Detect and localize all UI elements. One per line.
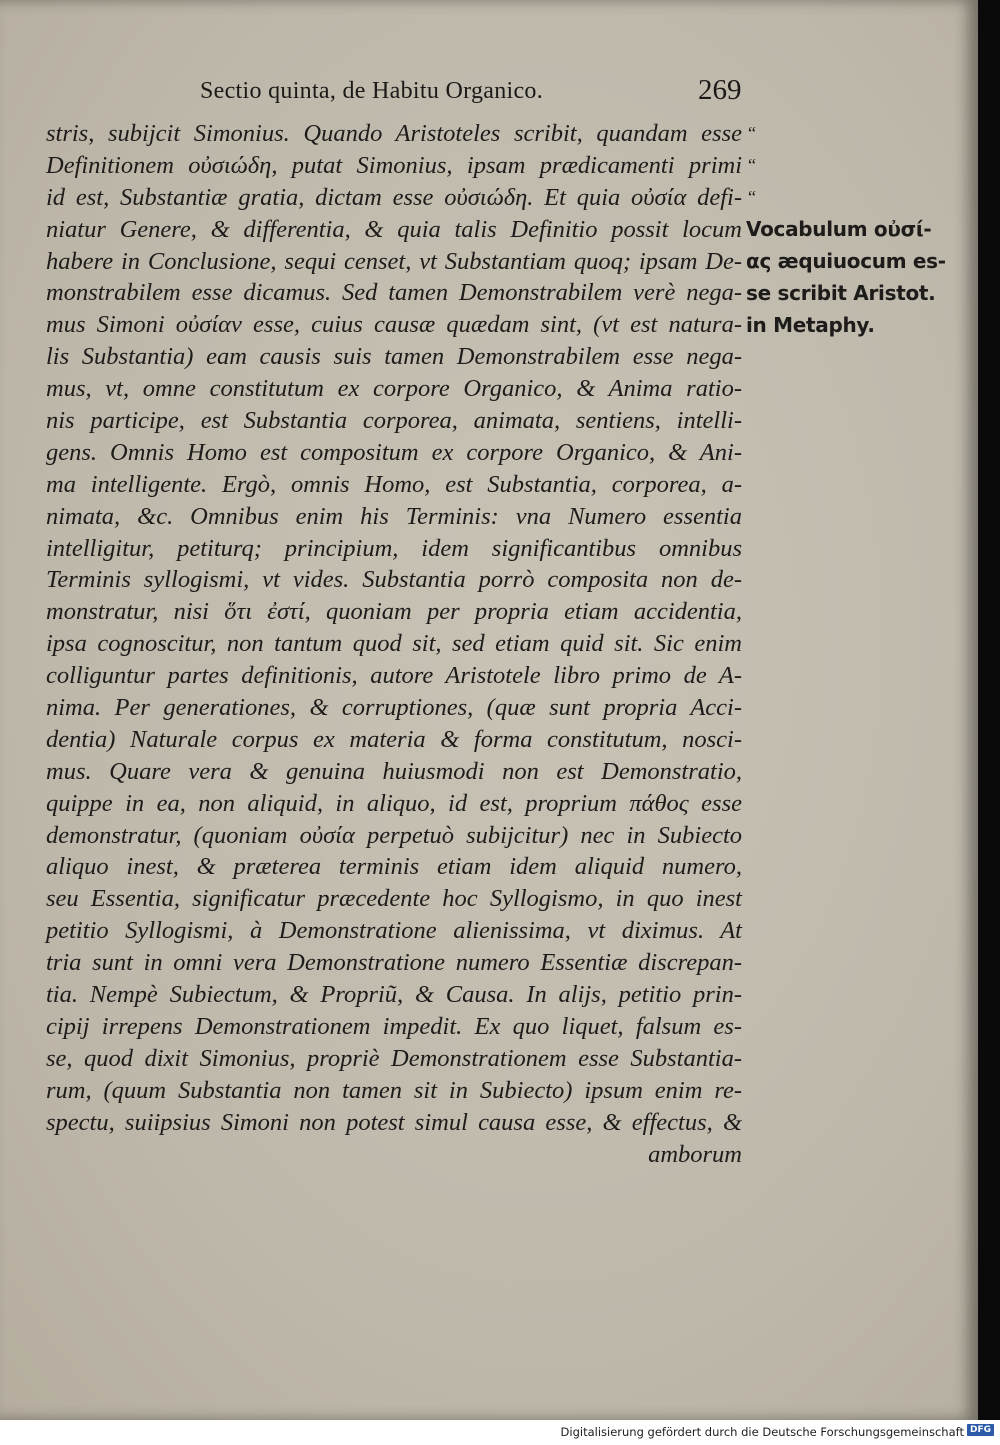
quote-mark: “ xyxy=(748,123,756,143)
text-line: mus, vt, omne constitutum ex corpore Organico, & Anima ratio- xyxy=(46,375,742,403)
text-line: mus. Quare vera & genuina huiusmodi non est Demonstratio, xyxy=(46,757,742,785)
body-text xyxy=(46,118,742,1170)
text-line: quippe in ea, non aliquid, in aliquo, id est, proprium πάθος esse xyxy=(46,789,742,817)
text-line: tia. Nempè Subiectum, & Propriũ, & Causa. In alijs, petitio prin- xyxy=(46,981,742,1009)
text-line: lis Substantia) eam causis suis tamen Demonstrabilem esse nega- xyxy=(46,343,742,371)
text-line: nis participe, est Substantia corporea, animata, sentiens, intelli- xyxy=(46,407,742,435)
margin-note-line: se scribit Aristot. xyxy=(746,280,936,305)
text-line: Terminis syllogismi, vt vides. Substantia porrò composita non de- xyxy=(46,566,742,594)
dfg-logo: DFG xyxy=(967,1424,994,1436)
catchword: amborum xyxy=(648,1140,742,1168)
margin-note-line: in Metaphy. xyxy=(746,312,875,337)
text-line: colliguntur partes definitionis, autore Aristotele libro primo de A- xyxy=(46,662,742,690)
text-line: demonstratur, (quoniam οὐσία perpetuò subijcitur) nec in Subiecto xyxy=(46,821,742,849)
digitization-credit: Digitalisierung gefördert durch die Deutsche Forschungsgemeinschaft xyxy=(560,1425,964,1439)
text-line: spectu, suiipsius Simoni non potest simul causa esse, & effectus, & xyxy=(46,1108,742,1136)
text-line: cipij irrepens Demonstrationem impedit. Ex quo liquet, falsum es- xyxy=(46,1012,742,1040)
text-line: ipsa cognoscitur, non tantum quod sit, sed etiam quid sit. Sic enim xyxy=(46,630,742,658)
text-line: ma intelligente. Ergò, omnis Homo, est Substantia, corporea, a- xyxy=(46,470,742,498)
text-line: petitio Syllogismi, à Demonstratione alienissima, vt diximus. At xyxy=(46,917,742,945)
text-line: rum, (quum Substantia non tamen sit in Subiecto) ipsum enim re- xyxy=(46,1076,742,1104)
text-line: Definitionem οὐσιώδη, putat Simonius, ipsam prædicamenti primi xyxy=(46,151,742,179)
quote-mark: “ xyxy=(748,186,756,207)
text-line: aliquo inest, & præterea terminis etiam idem aliquid numero, xyxy=(46,853,742,881)
page-number: 269 xyxy=(698,74,742,106)
text-line: mus Simoni οὐσίαν esse, cuius causæ quædam sint, (vt est natura- xyxy=(46,311,742,339)
text-line: monstrabilem esse dicamus. Sed tamen Demonstrabilem verè nega- xyxy=(46,279,742,307)
text-line: nima. Per generationes, & corruptiones, (quæ sunt propria Acci- xyxy=(46,694,742,722)
margin-note-line: Vocabulum οὐσί- xyxy=(746,217,932,241)
text-line: seu Essentia, significatur præcedente hoc Syllogismo, in quo inest xyxy=(46,885,742,913)
quotation-marks xyxy=(748,118,756,214)
text-line: gens. Omnis Homo est compositum ex corpore Organico, & Ani- xyxy=(46,438,742,466)
text-line: habere in Conclusione, sequi censet, vt Substantiam quoq; ipsam De- xyxy=(46,247,742,275)
text-line: se, quod dixit Simonius, propriè Demonstrationem esse Substantia- xyxy=(46,1044,742,1072)
text-line: intelligitur, petiturq; principium, idem significantibus omnibus xyxy=(46,534,742,562)
margin-note-line: ας æquiuocum es- xyxy=(746,248,946,273)
text-line: monstratur, nisi ὅτι ἐστί, quoniam per propria etiam accidentia, xyxy=(46,598,742,626)
marginal-note xyxy=(746,214,946,342)
text-line: tria sunt in omni vera Demonstratione numero Essentiæ discrepan- xyxy=(46,949,742,977)
text-line: id est, Substantiæ gratia, dictam esse οὐσιώδη. Et quia οὐσία defi- xyxy=(46,183,742,211)
text-line: niatur Genere, & differentia, & quia talis Definitio possit locum xyxy=(46,215,742,243)
text-line: stris, subijcit Simonius. Quando Aristoteles scribit, quandam esse xyxy=(46,120,742,147)
text-line: nimata, &c. Omnibus enim his Terminis: vna Numero essentia xyxy=(46,502,742,530)
quote-mark: “ xyxy=(748,154,756,175)
running-head: Sectio quinta, de Habitu Organico. xyxy=(200,78,544,104)
text-line: dentia) Naturale corpus ex materia & forma constitutum, nosci- xyxy=(46,725,742,753)
